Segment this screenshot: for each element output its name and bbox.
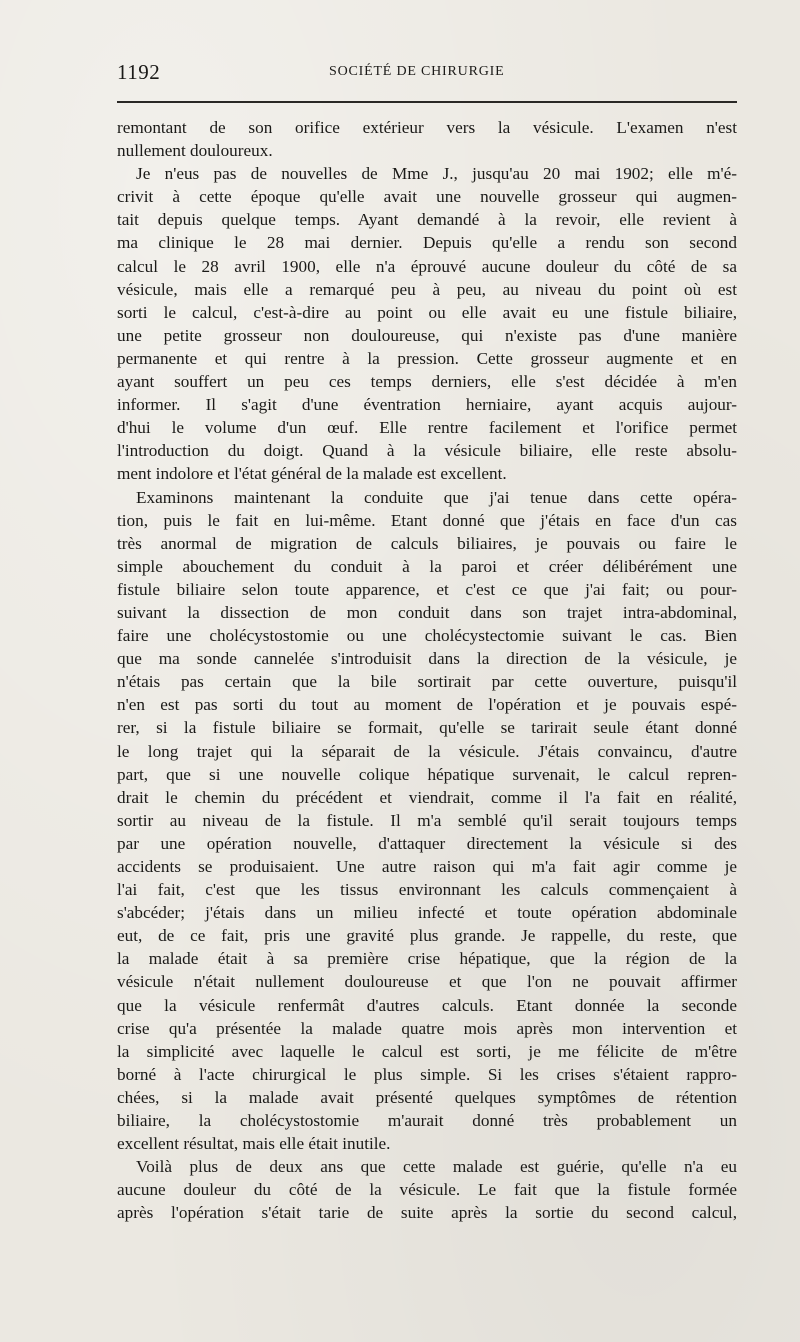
header-rule (117, 101, 737, 103)
text-line: nullement douloureux. (117, 141, 273, 161)
text-line: vésicule, mais elle a remarqué peu à peu, au niveau du point où est (117, 279, 737, 299)
text-line: la malade était à sa première crise hépatique, que la région de la (117, 949, 737, 969)
text-line: le long trajet qui la séparait de la vésicule. J'étais convaincu, d'autre (117, 741, 737, 761)
text-line: l'introduction du doigt. Quand à la vésicule biliaire, elle reste absolu- (117, 441, 737, 461)
text-line: fistule biliaire selon toute apparence, et c'est ce que j'ai fait; ou pour- (117, 579, 737, 599)
text-line: eut, de ce fait, pris une gravité plus grande. Je rappelle, du reste, que (117, 926, 737, 946)
running-head: SOCIÉTÉ DE CHIRURGIE (329, 64, 505, 79)
text-line: drait le chemin du précédent et viendrait, comme il l'a fait en réalité, (117, 787, 737, 807)
text-line: rer, si la fistule biliaire se formait, qu'elle se tarirait seule étant donné (117, 718, 737, 738)
text-line: Voilà plus de deux ans que cette malade est guérie, qu'elle n'a eu (136, 1157, 737, 1177)
text-line: que la vésicule renfermât d'autres calculs. Etant donnée la seconde (117, 995, 737, 1015)
text-line: n'en est pas sorti du tout au moment de l'opération et je pouvais espé- (117, 695, 737, 715)
text-line: après l'opération s'était tarie de suite après la sortie du second calcul, (117, 1203, 737, 1223)
body-text (117, 116, 737, 1225)
text-line: ma clinique le 28 mai dernier. Depuis qu'elle a rendu son second (117, 233, 737, 253)
text-line: simple abouchement du conduit à la paroi et créer délibérément une (117, 556, 737, 576)
text-line: informer. Il s'agit d'une éventration herniaire, ayant acquis aujour- (117, 395, 737, 415)
text-line: une petite grosseur non douloureuse, qui n'existe pas d'une manière (117, 325, 737, 345)
text-line: chées, si la malade avait présenté quelques symptômes de rétention (117, 1087, 737, 1107)
text-line: Examinons maintenant la conduite que j'ai tenue dans cette opéra- (136, 487, 737, 507)
text-line: l'ai fait, c'est que les tissus environnant les calculs commençaient à (117, 880, 737, 900)
text-line: sortir au niveau de la fistule. Il m'a semblé qu'il serait toujours temps (117, 810, 737, 830)
text-line: s'abcéder; j'étais dans un milieu infecté et toute opération abdominale (117, 903, 737, 923)
text-line: vésicule n'était nullement douloureuse et que l'on ne pouvait affirmer (117, 972, 737, 992)
text-line: sorti le calcul, c'est-à-dire au point ou elle avait eu une fistule biliaire, (117, 302, 737, 322)
text-line: très anormal de migration de calculs biliaires, je pouvais ou faire le (117, 533, 737, 553)
text-line: tait depuis quelque temps. Ayant demandé à la revoir, elle revient à (117, 210, 737, 230)
text-line: crivit à cette époque qu'elle avait une nouvelle grosseur qui augmen- (117, 187, 737, 207)
text-line: d'hui le volume d'un œuf. Elle rentre facilement et l'orifice permet (117, 418, 737, 438)
text-line: part, que si une nouvelle colique hépatique survenait, le calcul repren- (117, 764, 737, 784)
text-line: tion, puis le fait en lui-même. Etant donné que j'étais en face d'un cas (117, 510, 737, 530)
page-number: 1192 (117, 60, 161, 84)
text-line: n'étais pas certain que la bile sortirait par cette ouverture, puisqu'il (117, 672, 737, 692)
text-line: crise qu'a présentée la malade quatre mois après mon intervention et (117, 1018, 737, 1038)
text-line: que ma sonde cannelée s'introduisit dans la direction de la vésicule, je (117, 649, 737, 669)
page-header (117, 60, 737, 86)
text-line: ayant souffert un peu ces temps derniers, elle s'est décidée à m'en (117, 372, 737, 392)
text-line: calcul le 28 avril 1900, elle n'a éprouvé aucune douleur du côté de sa (117, 256, 737, 276)
text-line: la simplicité avec laquelle le calcul est sorti, je me félicite de m'être (117, 1041, 737, 1061)
text-line: permanente et qui rentre à la pression. Cette grosseur augmente et en (117, 348, 737, 368)
text-line: remontant de son orifice extérieur vers la vésicule. L'examen n'est (117, 118, 737, 137)
text-line: borné à l'acte chirurgical le plus simple. Si les crises s'étaient rappro- (117, 1064, 737, 1084)
text-line: excellent résultat, mais elle était inutile. (117, 1134, 391, 1154)
text-line: suivant la dissection de mon conduit dans son trajet intra-abdominal, (117, 602, 737, 622)
text-line: aucune douleur du côté de la vésicule. Le fait que la fistule formée (117, 1180, 737, 1200)
text-line: biliaire, la cholécystostomie m'aurait donné très probablement un (117, 1111, 737, 1131)
text-line: faire une cholécystostomie ou une cholécystectomie suivant le cas. Bien (117, 626, 737, 646)
text-line: ment indolore et l'état général de la malade est excellent. (117, 464, 507, 484)
text-line: par une opération nouvelle, d'attaquer directement la vésicule si des (117, 833, 737, 853)
text-line: Je n'eus pas de nouvelles de Mme J., jusqu'au 20 mai 1902; elle m'é- (136, 164, 737, 184)
text-line: accidents se produisaient. Une autre raison qui m'a fait agir comme je (117, 857, 737, 876)
